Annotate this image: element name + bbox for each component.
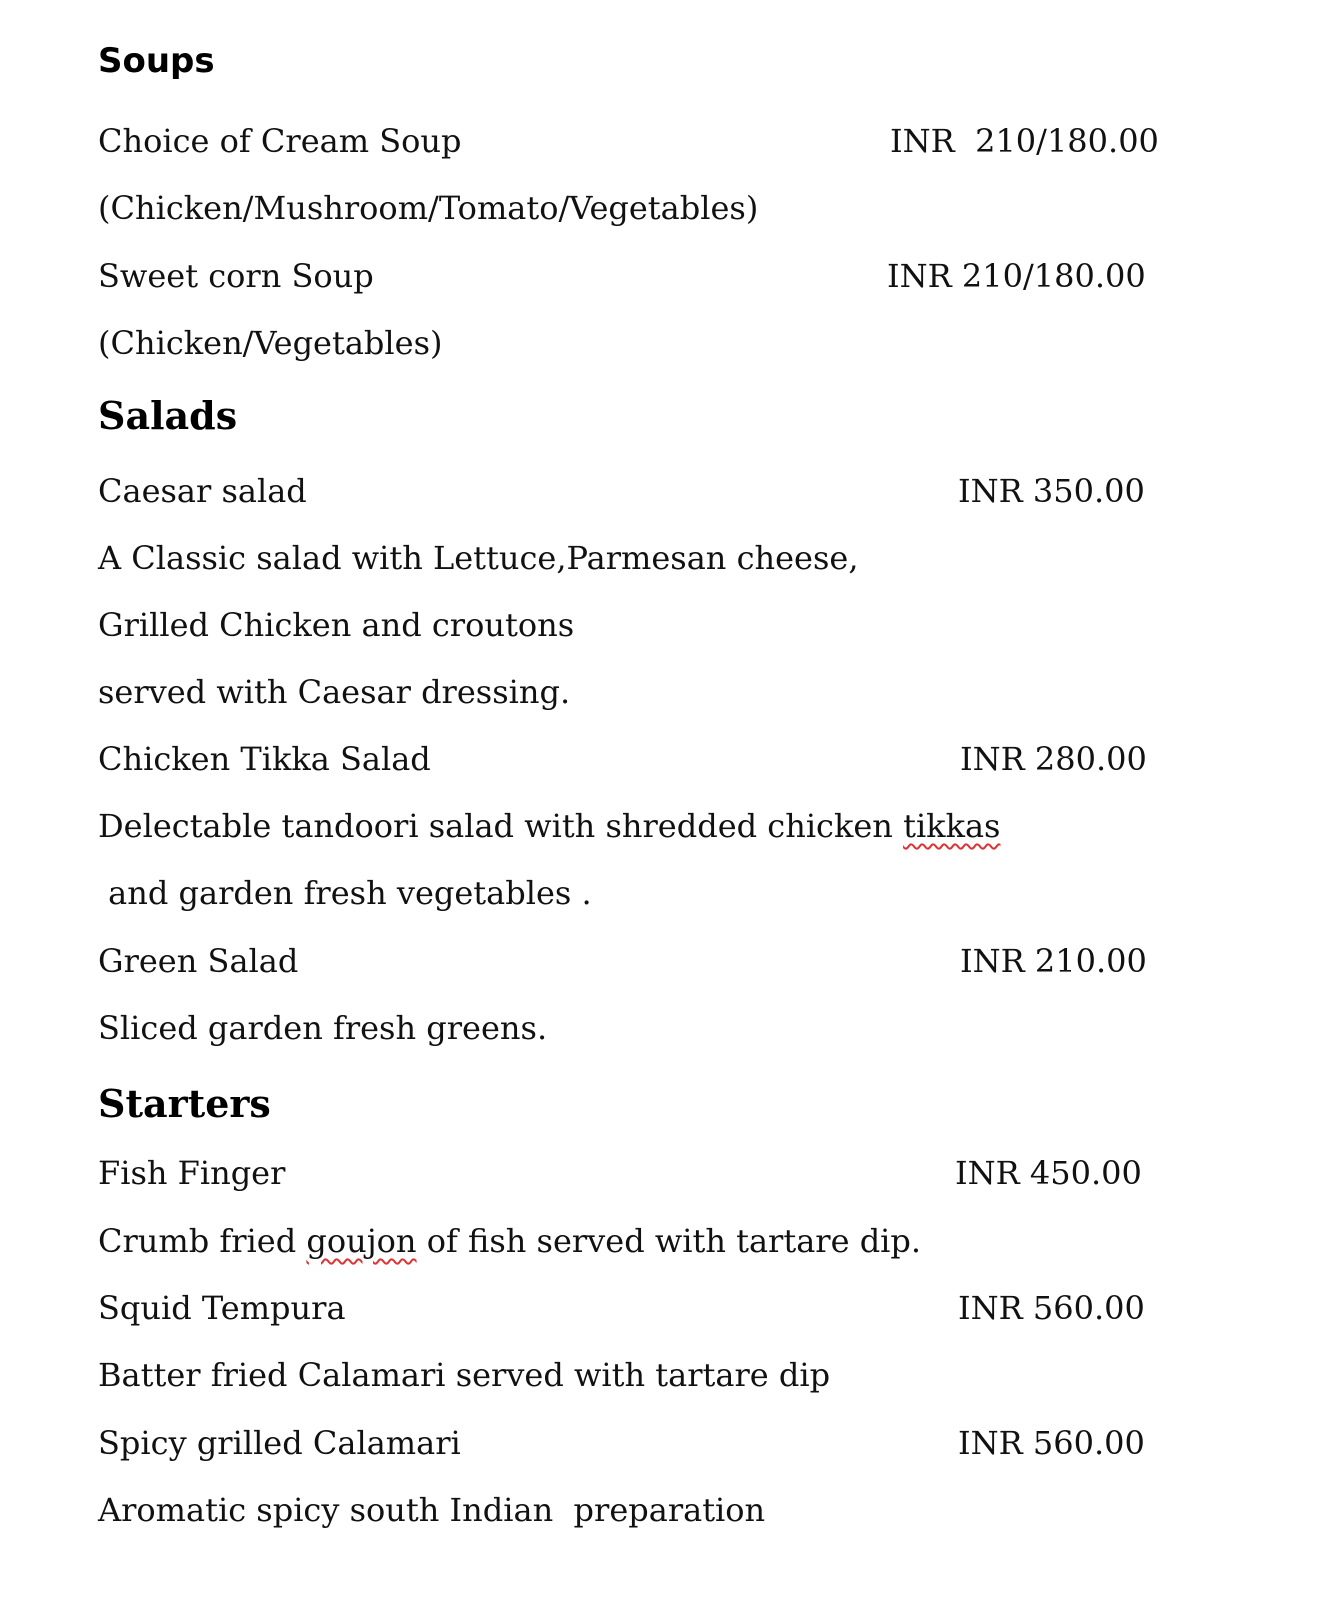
item-desc-tikka-line1 — [98, 807, 1001, 845]
item-desc-green-salad: Sliced garden fresh greens. — [98, 1009, 548, 1047]
item-price-spicy-calamari: INR 560.00 — [958, 1424, 1145, 1462]
misspelled-word: goujon — [306, 1222, 417, 1260]
section-heading-starters: Starters — [98, 1081, 271, 1126]
item-desc-fish-finger — [98, 1222, 922, 1260]
desc-text: Delectable tandoori salad with shredded chicken — [98, 807, 904, 845]
item-name-squid-tempura: Squid Tempura — [98, 1289, 346, 1327]
item-desc-squid-tempura: Batter fried Calamari served with tartare dip — [98, 1356, 831, 1394]
item-desc-caesar-line2: Grilled Chicken and croutons — [98, 606, 575, 644]
item-desc-tikka-line2: and garden fresh vegetables . — [98, 874, 592, 912]
item-price-squid-tempura: INR 560.00 — [958, 1289, 1145, 1327]
item-name-green-salad: Green Salad — [98, 942, 299, 980]
item-price-sweet-corn-soup: INR 210/180.00 — [887, 257, 1146, 295]
misspelled-word: tikkas — [903, 807, 1001, 845]
item-name-caesar-salad: Caesar salad — [98, 472, 307, 510]
item-price-caesar-salad: INR 350.00 — [958, 472, 1145, 510]
item-desc-sweet-corn-soup: (Chicken/Vegetables) — [98, 324, 443, 362]
section-heading-soups: Soups — [98, 41, 215, 81]
item-desc-spicy-calamari: Aromatic spicy south Indian preparation — [98, 1491, 766, 1529]
item-name-chicken-tikka-salad: Chicken Tikka Salad — [98, 740, 431, 778]
item-name-cream-soup: Choice of Cream Soup — [98, 122, 462, 160]
item-price-cream-soup: INR 210/180.00 — [890, 122, 1159, 160]
item-name-sweet-corn-soup: Sweet corn Soup — [98, 257, 374, 295]
desc-text: Crumb fried — [98, 1222, 307, 1260]
section-heading-salads: Salads — [98, 393, 238, 438]
item-name-fish-finger: Fish Finger — [98, 1154, 286, 1192]
item-price-fish-finger: INR 450.00 — [955, 1154, 1142, 1192]
item-price-green-salad: INR 210.00 — [960, 942, 1147, 980]
item-desc-caesar-line3: served with Caesar dressing. — [98, 673, 571, 711]
item-desc-caesar-line1: A Classic salad with Lettuce,Parmesan cheese, — [98, 539, 859, 577]
item-desc-cream-soup: (Chicken/Mushroom/Tomato/Vegetables) — [98, 189, 759, 227]
item-name-spicy-calamari: Spicy grilled Calamari — [98, 1424, 461, 1462]
desc-text: of fish served with tartare dip. — [416, 1222, 922, 1260]
item-price-chicken-tikka-salad: INR 280.00 — [960, 740, 1147, 778]
